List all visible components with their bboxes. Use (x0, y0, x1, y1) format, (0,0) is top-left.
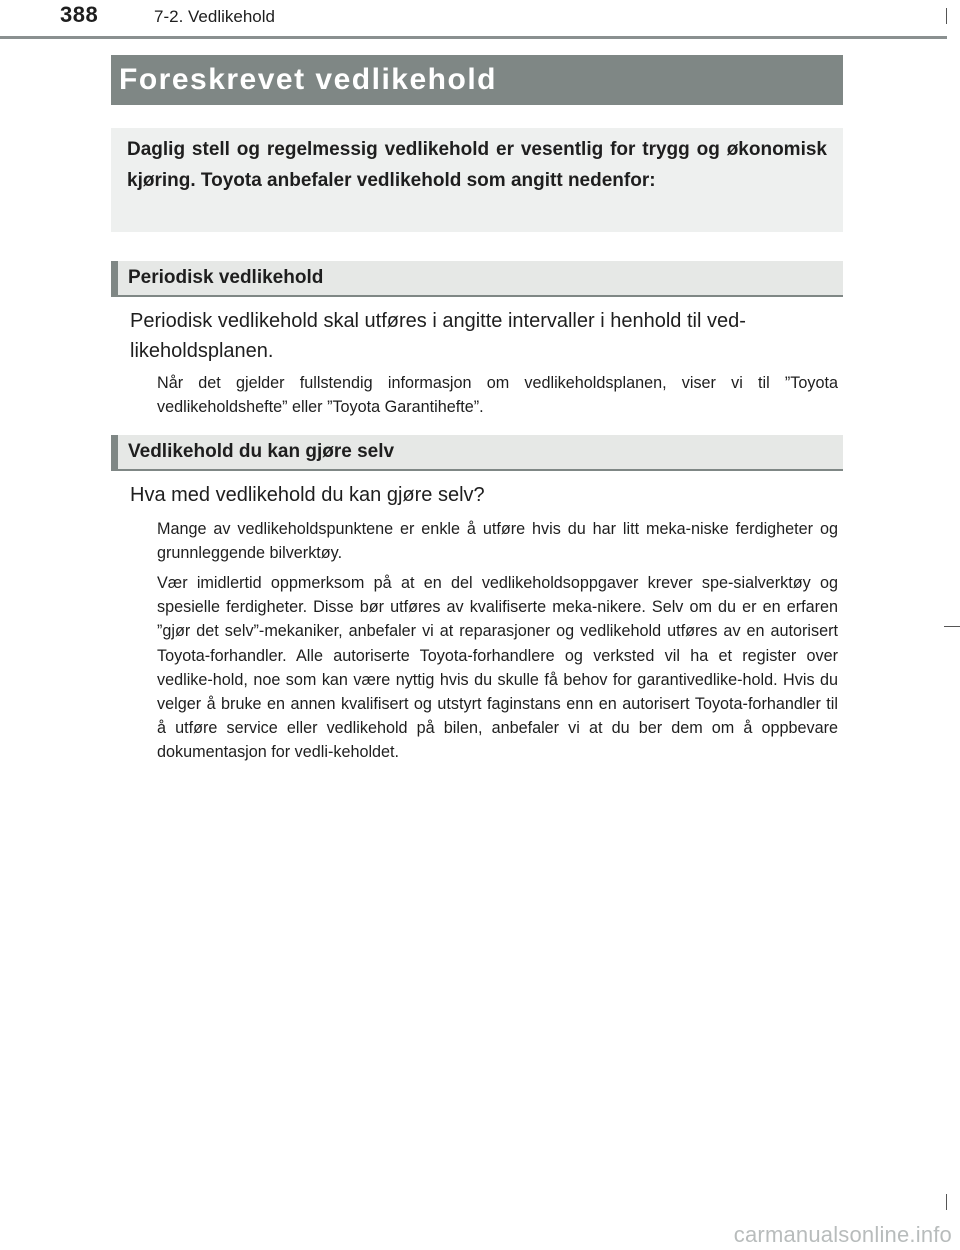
page-title: Foreskrevet vedlikehold (111, 55, 843, 105)
paragraph-self-maintenance-2: Vær imidlertid oppmerksom på at en del vedlikeholdsoppgaver krever spe-sialverktøy og spesielle ferdigheter. Disse bør utføres av kvalifiserte meka-nikere. Selv om du er en erfaren ”gjør det selv”-mekaniker, anbefaler vi at reparasjoner og vedlikehold utføres av en autorisert Toyota-forhandler. Alle autoriserte Toyota-forhandlere og verksted vil ha et register over vedlike-hold, noe som kan være nyttig hvis du skulle få behov for garantivedlike-hold. Hvis du velger å bruke en annen kvalifisert og utstyrt faginstans enn en autorisert Toyota-forhandler til å utføre service eller vedlikehold på bilen, anbefaler vi at du ber dem om å oppbevare dokumentasjon for vedli-keholdet. (157, 574, 838, 762)
paragraph-self-maintenance-1: Mange av vedlikeholdspunktene er enkle å utføre hvis du har litt meka-niske ferdigheter og grunnleggende bilverktøy. (157, 520, 838, 563)
section-lead-self-maintenance: Hva med vedlikehold du kan gjøre selv? (130, 484, 485, 506)
paragraph-periodic-info: Når det gjelder fullstendig informasjon om vedlikeholdsplanen, viser vi til ”Toyota vedlikeholdshefte” eller ”Toyota Garantihefte”. (157, 374, 838, 417)
section-heading-self-maintenance: Vedlikehold du kan gjøre selv (111, 435, 843, 471)
section-lead-periodic: Periodisk vedlikehold skal utføres i angitte intervaller i henhold til ved-likeholdsplanen. (130, 310, 746, 362)
header-rule (0, 36, 947, 39)
section-heading-periodic: Periodisk vedlikehold (111, 261, 843, 297)
watermark: carmanualsonline.info (733, 1222, 952, 1247)
page-number: 388 (60, 2, 99, 27)
crop-mark-top (946, 8, 947, 24)
running-header: 7-2. Vedlikehold (154, 7, 275, 26)
crop-mark-right-mid (944, 626, 960, 627)
crop-mark-bottom (946, 1194, 947, 1210)
intro-box: Daglig stell og regelmessig vedlikehold er vesentlig for trygg og økonomisk kjøring. Toyota anbefaler vedlikehold som angitt nedenfor: (111, 128, 843, 232)
